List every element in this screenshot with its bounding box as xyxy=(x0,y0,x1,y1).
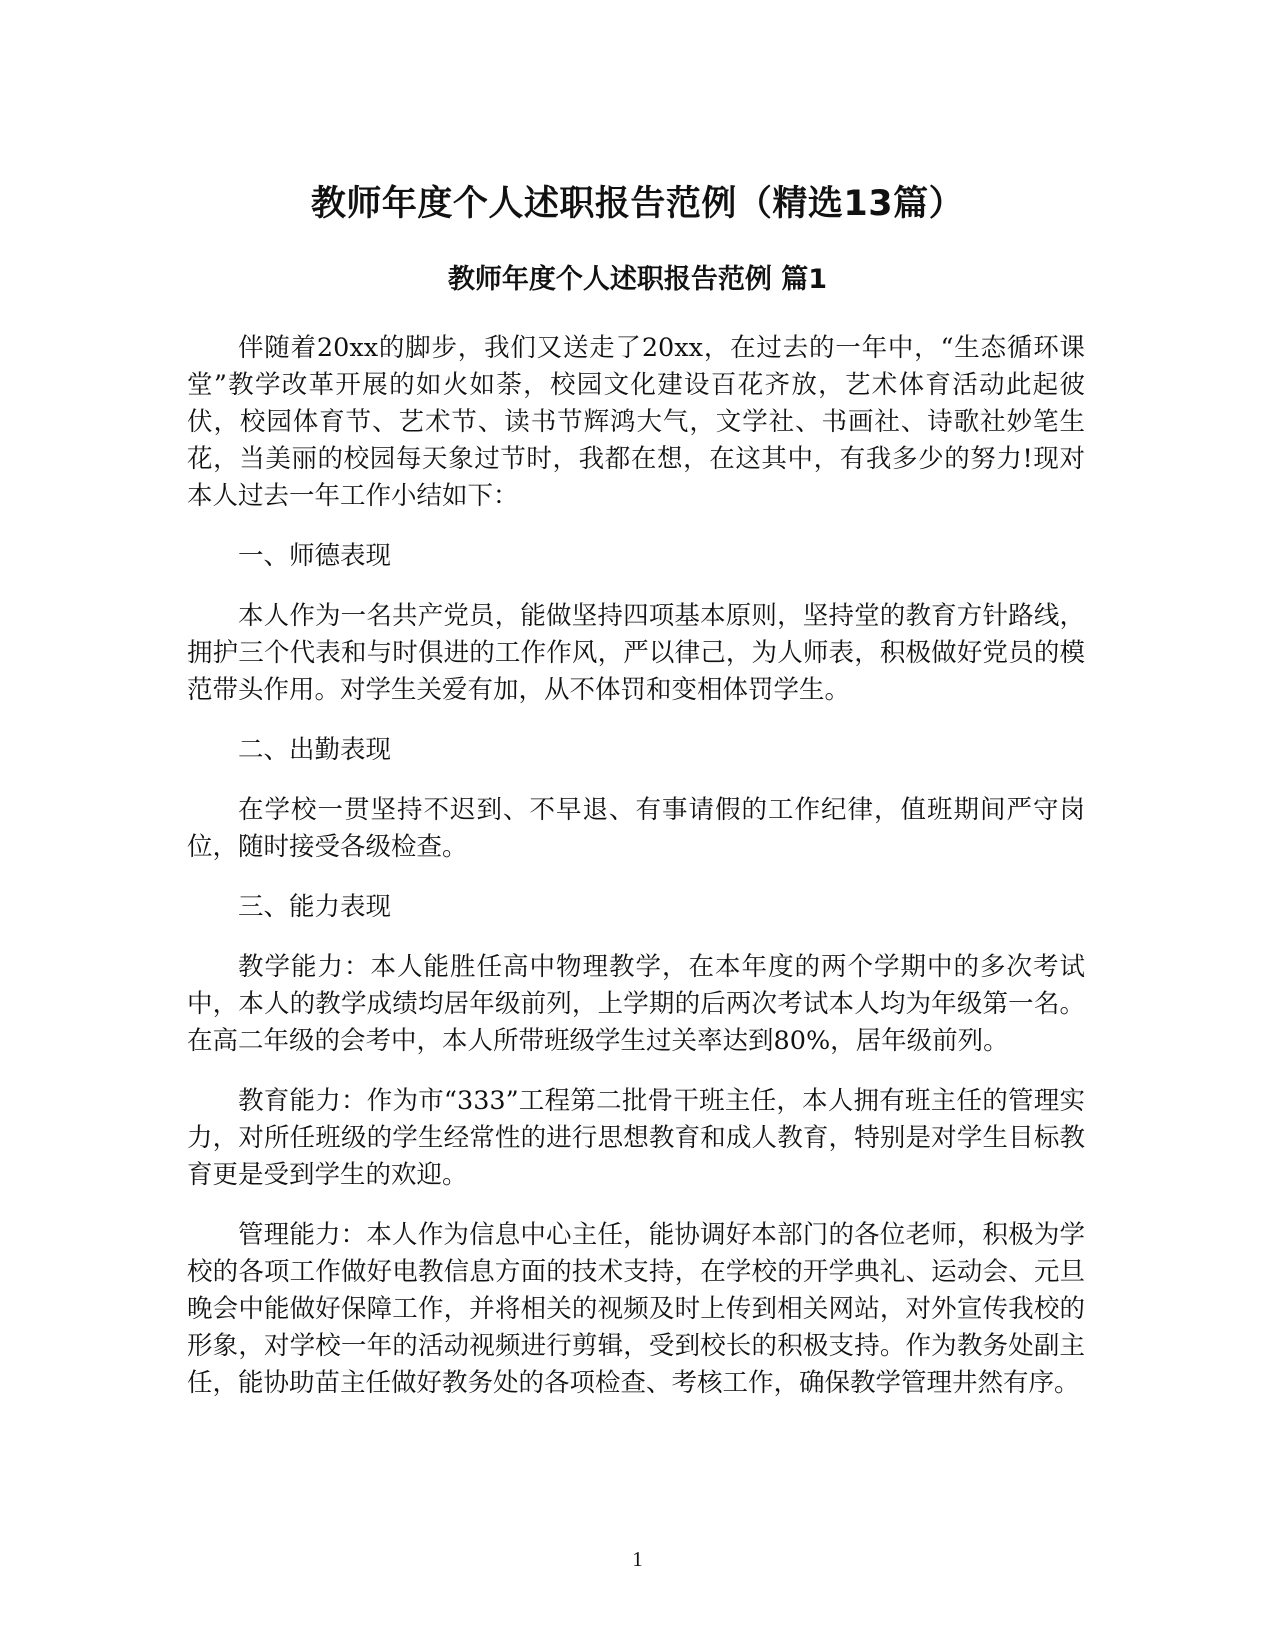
document-title: 教师年度个人述职报告范例（精选13篇） xyxy=(310,184,965,224)
paragraph-attendance: 在学校一贯坚持不迟到、不早退、有事请假的工作纪律，值班期间严守岗位，随时接受各级检查。 xyxy=(187,795,1085,862)
page-number: 1 xyxy=(632,1547,643,1571)
paragraph-intro: 伴随着20xx的脚步，我们又送走了20xx，在过去的一年中，“生态循环课堂”教学改革开展的如火如荼，校园文化建设百花齐放，艺术体育活动此起彼伏，校园体育节、艺术节、读书节辉鸿大气，文学社、书画社、诗歌社妙笔生花，当美丽的校园每天象过节时，我都在想，在这其中，有我多少的努力!现对本人过去一年工作小结如下： xyxy=(187,333,1085,511)
paragraph-ethics: 本人作为一名共产党员，能做坚持四项基本原则，坚持堂的教育方针路线，拥护三个代表和与时俱进的工作作风，严以律己，为人师表，积极做好党员的模范带头作用。对学生关爱有加，从不体罚和变相体罚学生。 xyxy=(187,601,1085,705)
paragraph-teaching-ability: 教学能力：本人能胜任高中物理教学，在本年度的两个学期中的多次考试中，本人的教学成绩均居年级前列，上学期的后两次考试本人均为年级第一名。在高二年级的会考中，本人所带班级学生过关率达到80%，居年级前列。 xyxy=(187,952,1085,1056)
heading-attendance: 二、出勤表现 xyxy=(238,735,392,765)
paragraph-education-ability: 教育能力：作为市“333”工程第二批骨干班主任，本人拥有班主任的管理实力，对所任班级的学生经常性的进行思想教育和成人教育，特别是对学生目标教育更是受到学生的欢迎。 xyxy=(187,1086,1085,1190)
paragraph-management-ability: 管理能力：本人作为信息中心主任，能协调好本部门的各位老师，积极为学校的各项工作做好电教信息方面的技术支持，在学校的开学典礼、运动会、元旦晚会中能做好保障工作，并将相关的视频及时上传到相关网站，对外宣传我校的形象，对学校一年的活动视频进行剪辑，受到校长的积极支持。作为教务处副主任，能协助苗主任做好教务处的各项检查、考核工作，确保教学管理井然有序。 xyxy=(187,1220,1085,1398)
heading-ability: 三、能力表现 xyxy=(238,892,392,922)
document-body xyxy=(187,330,1085,1425)
section-title: 教师年度个人述职报告范例 篇1 xyxy=(447,264,828,295)
heading-ethics: 一、师德表现 xyxy=(238,541,392,571)
